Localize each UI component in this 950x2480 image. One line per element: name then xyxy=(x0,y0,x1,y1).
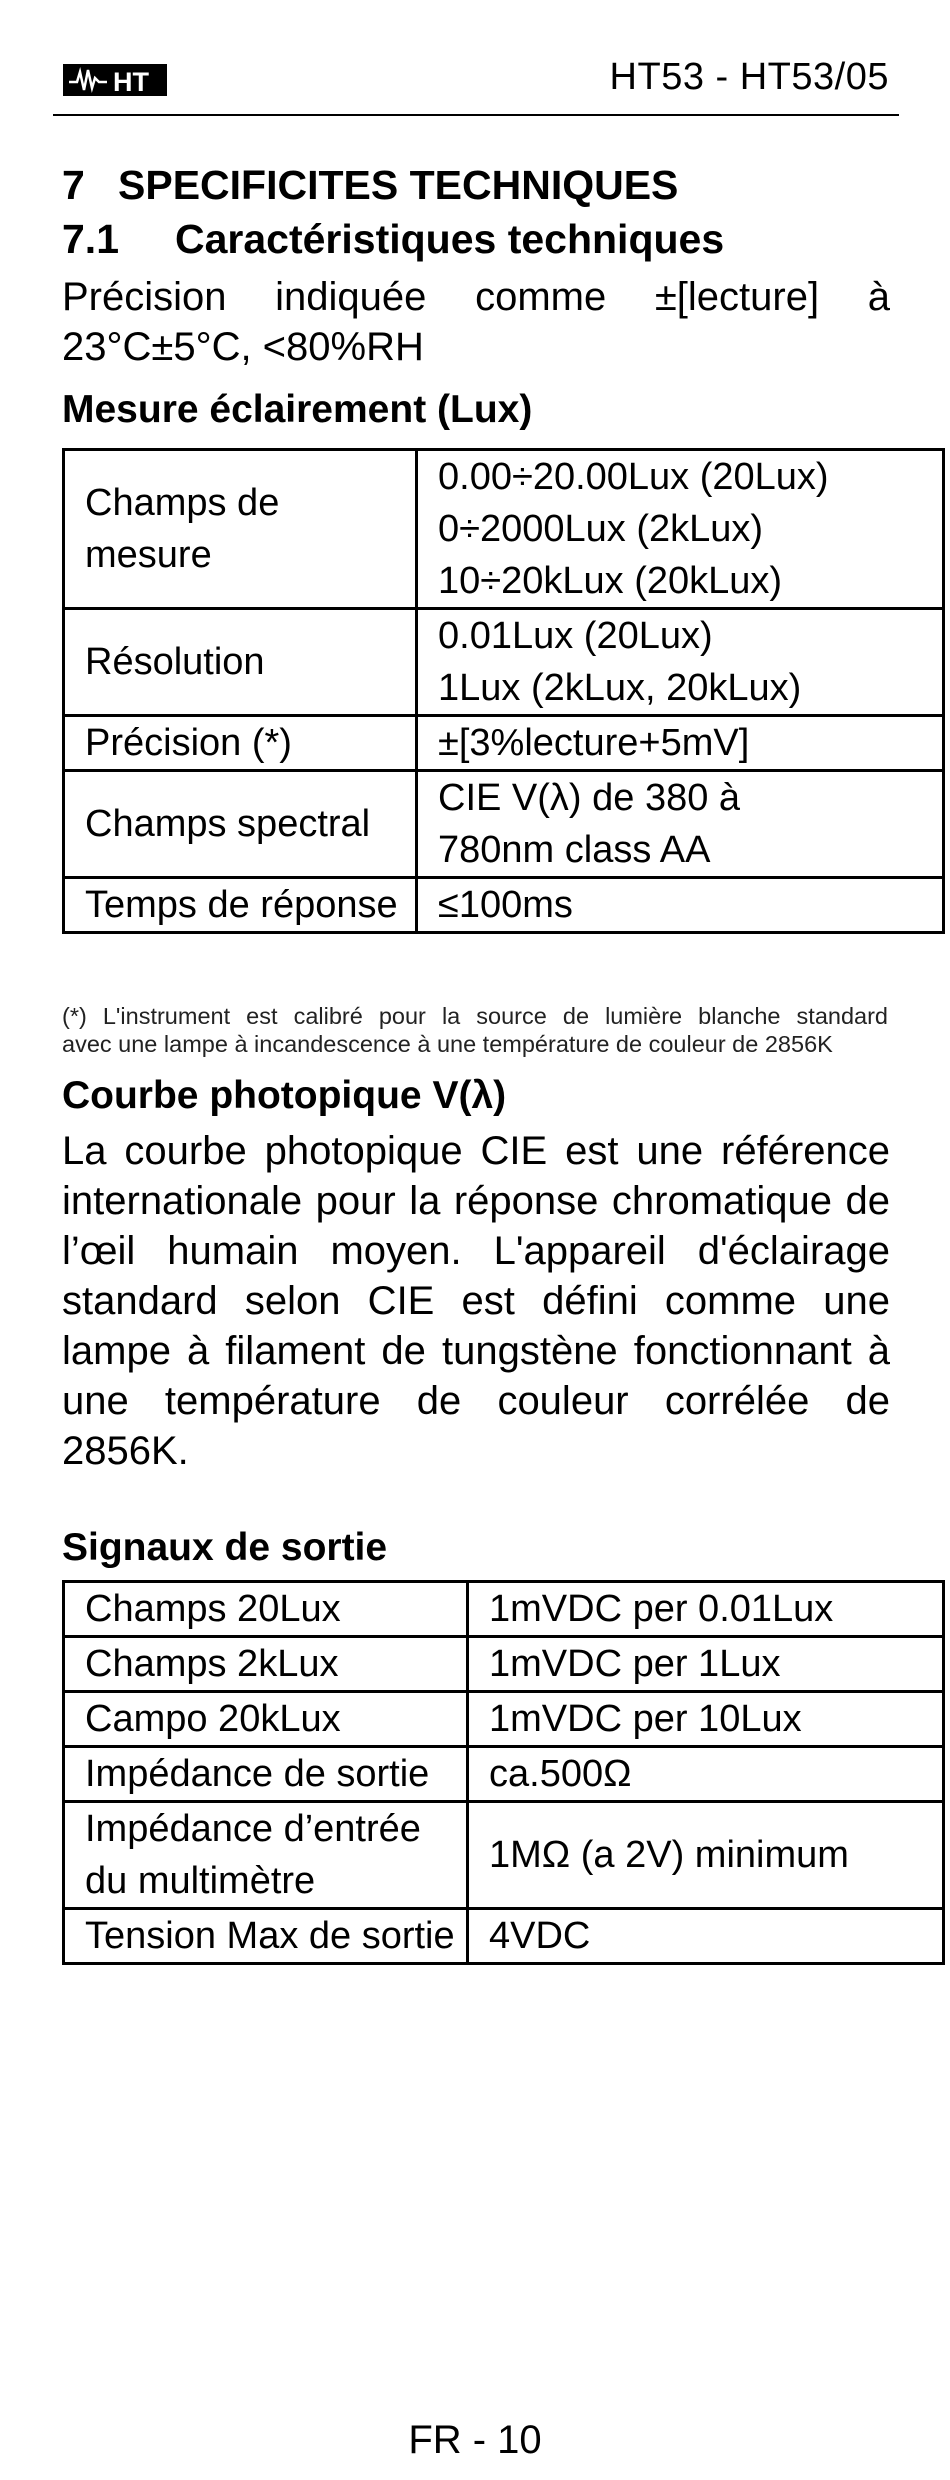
section-number: 7 xyxy=(62,162,85,208)
subsection-title: Caractéristiques techniques xyxy=(175,216,725,262)
row-label: Impédance d’entrée du multimètre xyxy=(64,1802,468,1909)
table-row xyxy=(64,716,944,771)
row-label: Précision (*) xyxy=(64,716,417,771)
row-value: 1mVDC per 10Lux xyxy=(468,1692,944,1747)
lux-table-title: Mesure éclairement (Lux) xyxy=(62,388,533,431)
value-line: 10÷20kLux (20kLux) xyxy=(438,560,783,602)
table-row xyxy=(64,771,944,878)
subsection-heading xyxy=(62,216,724,263)
table-row xyxy=(64,878,944,933)
page-header xyxy=(53,50,899,116)
row-label: Champs spectral xyxy=(64,771,417,878)
table-row xyxy=(64,1802,944,1909)
value-line: 0.01Lux (20Lux) xyxy=(438,615,713,657)
svg-text:®: ® xyxy=(160,68,166,75)
row-value xyxy=(417,609,944,716)
calibration-footnote xyxy=(62,1002,888,1058)
value-line: 0.00÷20.00Lux (20Lux) xyxy=(438,456,829,498)
photopic-paragraph: La courbe photopique CIE est une référence internationale pour la réponse chromatique de l’œil humain moyen. L'appareil d'éclairage standard selon CIE est défini comme une lampe à filament de tungstène fonctionnant à une température de couleur corrélée de 2856K. xyxy=(62,1129,890,1473)
subsection-number: 7.1 xyxy=(62,216,119,262)
output-table-title: Signaux de sortie xyxy=(62,1526,388,1569)
lux-spec-table xyxy=(62,448,945,934)
row-value: ca.500Ω xyxy=(468,1747,944,1802)
model-title: HT53 - HT53/05 xyxy=(609,56,889,98)
intro-paragraph: Précision indiquée comme ±[lecture] à 23°C±5°C, <80%RH xyxy=(62,275,890,369)
footnote-line: avec une lampe à incandescence à une température de couleur de 2856K xyxy=(62,1031,833,1057)
table-row xyxy=(64,1909,944,1964)
row-label: Champs 2kLux xyxy=(64,1637,468,1692)
row-label: Tension Max de sortie xyxy=(64,1909,468,1964)
table-row xyxy=(64,1637,944,1692)
row-label: Temps de réponse xyxy=(64,878,417,933)
value-line: 780nm class AA xyxy=(438,829,711,871)
section-heading xyxy=(62,162,678,209)
row-value xyxy=(417,716,944,771)
footnote-line: (*) L'instrument est calibré pour la source de lumière blanche standard xyxy=(62,1003,888,1029)
photopic-title: Courbe photopique V(λ) xyxy=(62,1074,507,1117)
ht-logo xyxy=(63,64,167,96)
output-signal-table xyxy=(62,1580,945,1965)
row-value xyxy=(417,771,944,878)
row-value: 4VDC xyxy=(468,1909,944,1964)
table-row xyxy=(64,609,944,716)
row-value xyxy=(417,878,944,933)
row-value xyxy=(417,450,944,609)
row-value: 1MΩ (a 2V) minimum xyxy=(468,1802,944,1909)
row-label: Champs 20Lux xyxy=(64,1582,468,1637)
table-row xyxy=(64,1747,944,1802)
value-line: 0÷2000Lux (2kLux) xyxy=(438,508,764,550)
row-value: 1mVDC per 0.01Lux xyxy=(468,1582,944,1637)
row-value: 1mVDC per 1Lux xyxy=(468,1637,944,1692)
row-label: Résolution xyxy=(64,609,417,716)
page-number: FR - 10 xyxy=(408,2418,542,2462)
value-line: 1Lux (2kLux, 20kLux) xyxy=(438,667,802,709)
row-label: Champs de mesure xyxy=(64,450,417,609)
section-title: SPECIFICITES TECHNIQUES xyxy=(118,162,679,208)
table-row xyxy=(64,450,944,609)
row-label: Campo 20kLux xyxy=(64,1692,468,1747)
value-line: ±[3%lecture+5mV] xyxy=(438,722,750,764)
row-label: Impédance de sortie xyxy=(64,1747,468,1802)
logo-text: HT xyxy=(113,67,149,96)
table-row xyxy=(64,1692,944,1747)
table-row xyxy=(64,1582,944,1637)
value-line: CIE V(λ) de 380 à xyxy=(438,777,741,819)
value-line: ≤100ms xyxy=(438,884,573,926)
